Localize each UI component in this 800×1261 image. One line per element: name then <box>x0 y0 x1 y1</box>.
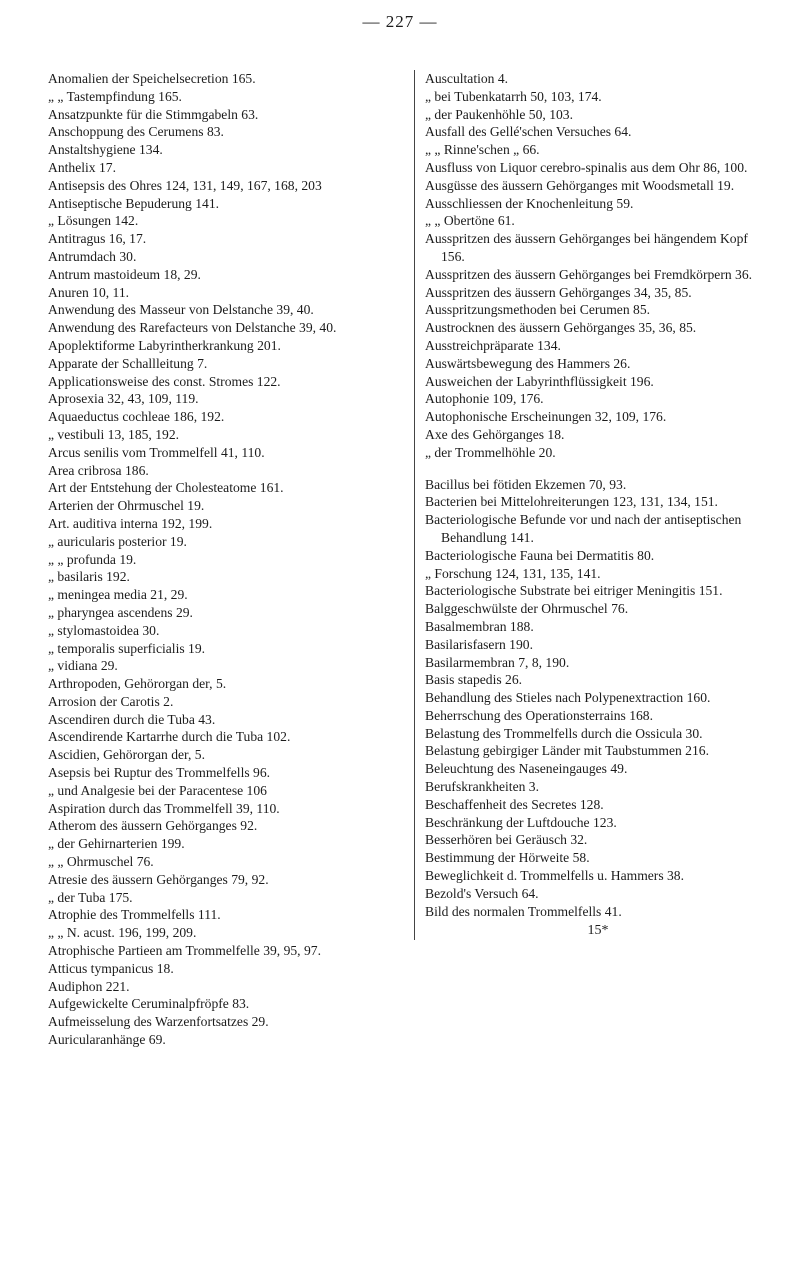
index-entry: „ auricularis posterior 19. <box>48 533 187 549</box>
index-entry: Aquaeductus cochleae 186, 192. <box>48 409 225 425</box>
index-entry: Ausweichen der Labyrinthflüssigkeit 196. <box>425 373 654 389</box>
index-entry: Art der Entstehung der Cholesteatome 161. <box>48 480 284 496</box>
index-group-a <box>425 70 771 462</box>
index-entry: „ der Trommelhöhle 20. <box>425 444 556 460</box>
index-entry: „ der Paukenhöhle 50, 103. <box>425 106 573 122</box>
index-entry: Beschränkung der Luftdouche 123. <box>425 814 617 830</box>
index-entry: „ „ Obertöne 61. <box>425 213 515 229</box>
index-entry: „ stylomastoidea 30. <box>48 622 160 638</box>
index-entry: Bestimmung der Hörweite 58. <box>425 850 590 866</box>
index-entry: Belastung des Trommelfells durch die Ossicula 30. <box>425 725 703 741</box>
index-entry: Beleuchtung des Naseneingauges 49. <box>425 761 628 777</box>
index-entry: Arcus senilis vom Trommelfell 41, 110. <box>48 444 265 460</box>
index-entry: Apoplektiforme Labyrintherkrankung 201. <box>48 337 281 353</box>
index-entry: Autophonische Erscheinungen 32, 109, 176. <box>425 409 667 425</box>
index-entry: Atresie des äussern Gehörganges 79, 92. <box>48 871 269 887</box>
index-entry: Bacteriologische Substrate bei eitriger Meningitis 151. <box>425 583 723 599</box>
index-entry: Asepsis bei Ruptur des Trommelfells 96. <box>48 765 271 781</box>
index-entry: „ der Gehirnarterien 199. <box>48 836 185 852</box>
page-number: — 227 — <box>362 12 438 31</box>
index-entry: Anwendung des Masseur von Delstanche 39, 40. <box>48 302 314 318</box>
index-entry: Basis stapedis 26. <box>425 672 523 688</box>
index-entry: „ vidiana 29. <box>48 658 118 674</box>
index-entry: Ausspritzen des äussern Gehörganges 34, 35, 85. <box>425 284 692 300</box>
index-entry: Axe des Gehörganges 18. <box>425 426 565 442</box>
index-entry: Antiseptische Bepuderung 141. <box>48 195 220 211</box>
index-entry: Ascendirende Kartarrhe durch die Tuba 102. <box>48 729 291 745</box>
index-entry: Applicationsweise des const. Stromes 122. <box>48 373 281 389</box>
index-entry: Belastung gebirgiger Länder mit Taubstummen 216. <box>425 743 709 759</box>
index-entry: Besserhören bei Geräusch 32. <box>425 832 588 848</box>
index-entry: Ascendiren durch die Tuba 43. <box>48 711 216 727</box>
index-entry: Basilarisfasern 190. <box>425 636 533 652</box>
index-entry: Beschaffenheit des Secretes 128. <box>425 796 604 812</box>
index-entry: Anstaltshygiene 134. <box>48 142 163 158</box>
index-entry: Ascidien, Gehörorgan der, 5. <box>48 747 205 763</box>
index-entry: Basilarmembran 7, 8, 190. <box>425 654 570 670</box>
index-entry: Basalmembran 188. <box>425 618 534 634</box>
index-entry: „ bei Tubenkatarrh 50, 103, 174. <box>425 88 602 104</box>
index-entry: Antisepsis des Ohres 124, 131, 149, 167, 168, 203 <box>48 177 322 193</box>
index-entry: Auswärtsbewegung des Hammers 26. <box>425 355 631 371</box>
index-entry: Atticus tympanicus 18. <box>48 960 174 976</box>
index-entry: Area cribrosa 186. <box>48 462 149 478</box>
index-entry: Atrophie des Trommelfells 111. <box>48 907 221 923</box>
index-entry: Aufgewickelte Ceruminalpfröpfe 83. <box>48 996 250 1012</box>
index-entry: Atrophische Partieen am Trommelfelle 39, 95, 97. <box>48 943 321 959</box>
index-entry: Apparate der Schallleitung 7. <box>48 355 208 371</box>
index-entry: Auricularanhänge 69. <box>48 1032 166 1048</box>
index-entry: Bezold's Versuch 64. <box>425 885 539 901</box>
index-entry: Auscultation 4. <box>425 71 509 86</box>
index-entry: Bacteriologische Fauna bei Dermatitis 80. <box>425 547 655 563</box>
index-entry: Antitragus 16, 17. <box>48 231 147 247</box>
index-entry: „ Forschung 124, 131, 135, 141. <box>425 565 601 581</box>
index-group-b <box>425 476 771 921</box>
index-entry: Bacterien bei Mittelohreiterungen 123, 131, 134, 151. <box>425 494 718 510</box>
index-entry: Ausstreichpräparate 134. <box>425 337 561 353</box>
index-entry: Arrosion der Carotis 2. <box>48 693 174 709</box>
index-entry: „ meningea media 21, 29. <box>48 587 188 603</box>
index-entry: „ der Tuba 175. <box>48 889 133 905</box>
index-entry: Ausspritzen des äussern Gehörganges bei Fremdkörpern 36. <box>425 266 753 282</box>
index-entry: „ „ Ohrmuschel 76. <box>48 854 154 870</box>
index-entry: Ansatzpunkte für die Stimmgabeln 63. <box>48 106 259 122</box>
index-entry: Anthelix 17. <box>48 159 116 175</box>
printer-signature: 15* <box>587 923 609 939</box>
index-entry: Bacillus bei fötiden Ekzemen 70, 93. <box>425 476 627 492</box>
index-entry: „ und Analgesie bei der Paracentese 106 <box>48 782 267 798</box>
index-entry: „ pharyngea ascendens 29. <box>48 604 193 620</box>
index-entry: Bacteriologische Befunde vor und nach der antiseptischen Behandlung 141. <box>425 512 742 545</box>
index-entry: Beweglichkeit d. Trommelfells u. Hammers 38. <box>425 868 685 884</box>
index-entry: Ausfluss von Liquor cerebro-spinalis aus dem Ohr 86, 100. <box>425 159 748 175</box>
index-entry: „ Lösungen 142. <box>48 213 139 229</box>
index-entry: „ „ Rinne'schen „ 66. <box>425 142 540 158</box>
index-entry: Ausfall des Gellé'schen Versuches 64. <box>425 124 632 140</box>
index-entry: Aufmeisselung des Warzenfortsatzes 29. <box>48 1014 269 1030</box>
index-entry: „ temporalis superficialis 19. <box>48 640 206 656</box>
index-entry: Autophonie 109, 176. <box>425 391 544 407</box>
index-entry: Aprosexia 32, 43, 109, 119. <box>48 391 199 407</box>
index-column-left <box>48 70 388 1049</box>
index-entry: Ausschliessen der Knochenleitung 59. <box>425 195 634 211</box>
index-entry: Anomalien der Speichelsecretion 165. <box>48 71 256 86</box>
index-column-right <box>414 70 771 940</box>
index-entry: Austrocknen des äussern Gehörganges 35, 36, 85. <box>425 320 697 336</box>
index-entry: Anwendung des Rarefacteurs von Delstanche 39, 40. <box>48 320 337 336</box>
index-entry: Beherrschung des Operationsterrains 168. <box>425 707 654 723</box>
index-entry: Bild des normalen Trommelfells 41. <box>425 903 622 919</box>
index-entry: Aspiration durch das Trommelfell 39, 110. <box>48 800 280 816</box>
index-entry: Ausgüsse des äussern Gehörganges mit Woodsmetall 19. <box>425 177 735 193</box>
index-entry: „ vestibuli 13, 185, 192. <box>48 426 180 442</box>
index-entry: Ausspritzen des äussern Gehörganges bei hängendem Kopf 156. <box>425 231 748 264</box>
index-entry: Antrum mastoideum 18, 29. <box>48 266 201 282</box>
index-entry: Anschoppung des Cerumens 83. <box>48 124 224 140</box>
index-entry: „ basilaris 192. <box>48 569 130 585</box>
index-entry: „ „ Tastempfindung 165. <box>48 88 182 104</box>
index-entry: Balggeschwülste der Ohrmuschel 76. <box>425 601 629 617</box>
index-entry: Audiphon 221. <box>48 978 130 994</box>
index-entry: Arthropoden, Gehörorgan der, 5. <box>48 676 227 692</box>
index-entry: Ausspritzungsmethoden bei Cerumen 85. <box>425 302 651 318</box>
index-entry: „ „ N. acust. 196, 199, 209. <box>48 925 197 941</box>
index-entry: Berufskrankheiten 3. <box>425 779 540 795</box>
index-entry: Art. auditiva interna 192, 199. <box>48 515 213 531</box>
index-entry: Behandlung des Stieles nach Polypenextraction 160. <box>425 690 711 706</box>
index-entry: Atherom des äussern Gehörganges 92. <box>48 818 258 834</box>
index-entry: Antrumdach 30. <box>48 248 137 264</box>
index-entry: Anuren 10, 11. <box>48 284 130 300</box>
index-entry: „ „ profunda 19. <box>48 551 137 567</box>
letter-group-gap <box>425 462 771 476</box>
index-entry: Arterien der Ohrmuschel 19. <box>48 498 205 514</box>
